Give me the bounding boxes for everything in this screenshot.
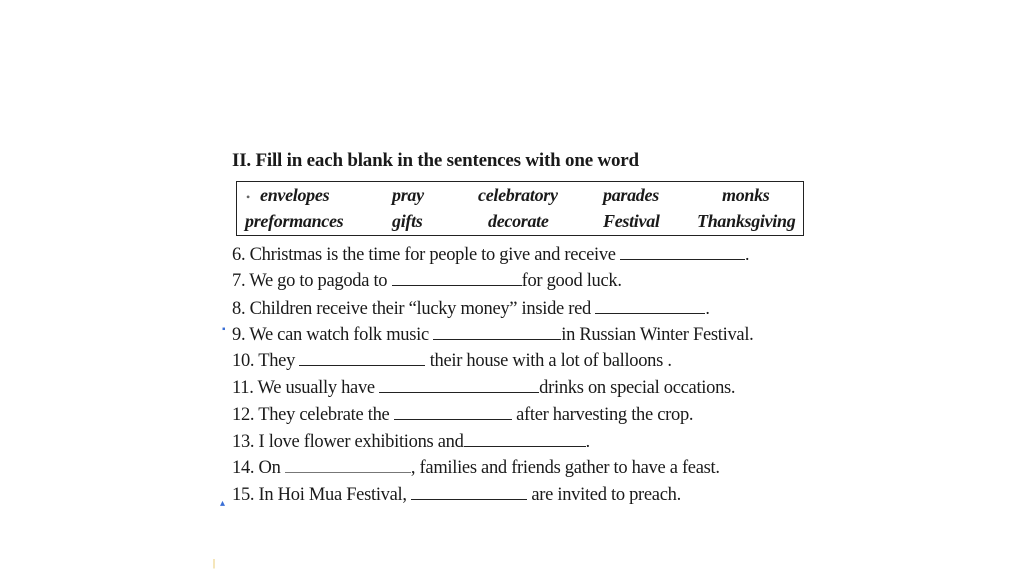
question-13-end: . (585, 431, 590, 451)
exercise-heading: II. Fill in each blank in the sentences with one word (232, 150, 639, 171)
question-11-text: 11. We usually have (232, 378, 375, 398)
question-9-text: 9. We can watch folk music (232, 325, 429, 345)
question-14 (232, 458, 720, 479)
question-7-end: for good luck. (521, 271, 622, 291)
question-13-text: 13. I love flower exhibitions and (232, 432, 464, 452)
word-decorate: decorate (488, 211, 549, 231)
answer-blank-11[interactable] (379, 378, 539, 393)
answer-blank-14[interactable] (285, 458, 411, 473)
question-7-text: 7. We go to pagoda to (232, 271, 388, 291)
question-10-text: 10. They (232, 351, 296, 371)
bullet-mark: • (246, 190, 251, 204)
word-envelopes: envelopes (260, 185, 330, 205)
question-10-end: their house with a lot of balloons . (429, 351, 672, 371)
word-gifts: gifts (392, 211, 423, 231)
word-preformances: preformances (245, 211, 344, 231)
question-11 (232, 378, 735, 399)
stray-mark: ▴ (220, 498, 226, 509)
question-12-text: 12. They celebrate the (232, 405, 390, 425)
question-14-text: 14. On (232, 458, 281, 478)
word-parades: parades (603, 185, 659, 205)
word-monks: monks (722, 185, 770, 205)
answer-blank-7[interactable] (392, 271, 522, 286)
question-13 (232, 431, 590, 453)
answer-blank-9[interactable] (433, 325, 561, 340)
question-15-text: 15. In Hoi Mua Festival, (232, 485, 407, 505)
answer-blank-12[interactable] (394, 405, 512, 420)
question-8-text: 8. Children receive their “lucky money” inside red (232, 299, 591, 319)
question-8-end: . (705, 298, 710, 318)
question-6 (232, 244, 749, 266)
answer-blank-6[interactable] (620, 245, 745, 260)
word-pray: pray (392, 185, 424, 205)
stray-mark: | (213, 558, 216, 569)
question-8 (232, 298, 710, 320)
question-10 (232, 351, 672, 372)
stray-mark: ▪ (222, 324, 226, 335)
question-15-end: are invited to preach. (531, 485, 681, 505)
question-11-end: drinks on special occations. (539, 378, 736, 398)
word-thanksgiving: Thanksgiving (697, 211, 796, 231)
word-festival: Festival (603, 211, 660, 231)
question-9-end: in Russian Winter Festival. (561, 325, 754, 345)
answer-blank-8[interactable] (595, 299, 705, 314)
answer-blank-13[interactable] (464, 432, 586, 447)
question-15 (232, 485, 681, 506)
question-6-end: . (745, 244, 750, 264)
question-6-text: 6. Christmas is the time for people to give and receive (232, 245, 616, 265)
question-14-end: , families and friends gather to have a feast. (410, 458, 720, 478)
word-celebratory: celebratory (478, 185, 558, 205)
answer-blank-15[interactable] (411, 485, 527, 500)
question-12-end: after harvesting the crop. (516, 405, 694, 425)
question-12 (232, 405, 693, 426)
answer-blank-10[interactable] (299, 351, 425, 366)
question-7 (232, 271, 622, 292)
question-9 (222, 324, 754, 346)
